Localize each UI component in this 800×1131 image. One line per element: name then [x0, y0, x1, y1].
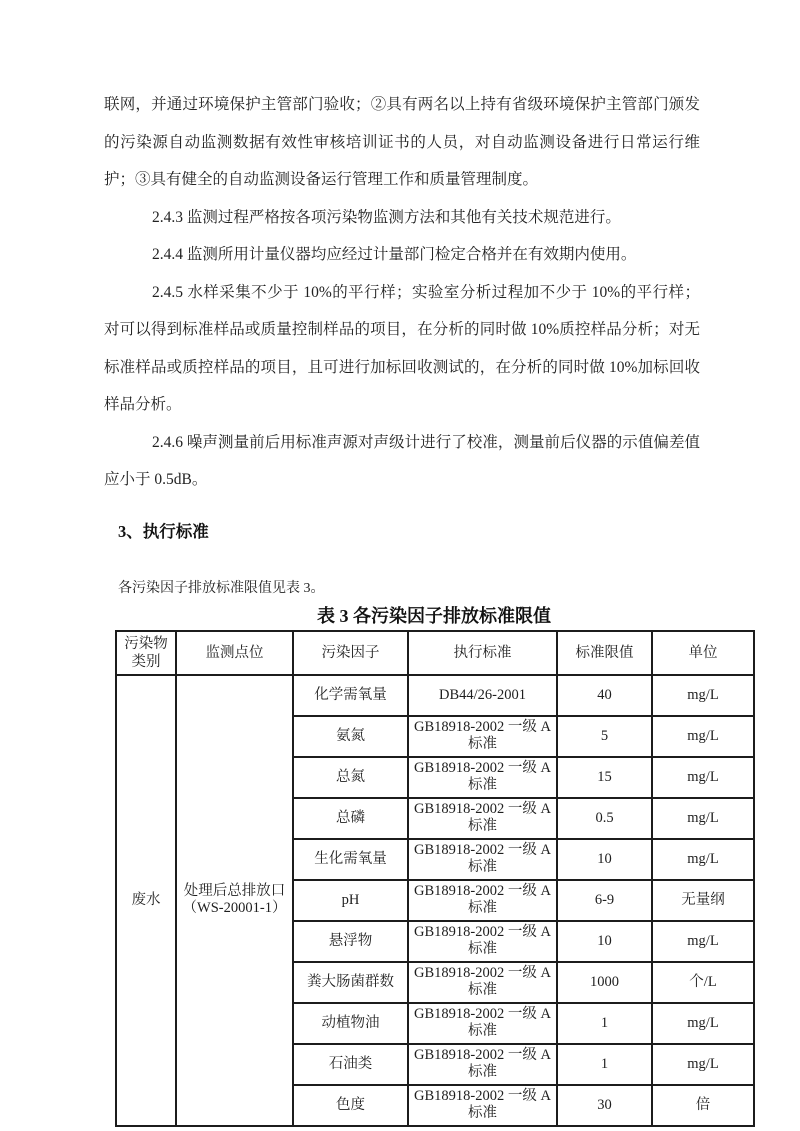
standard-line2: 标准 — [468, 982, 497, 998]
standards-table — [115, 630, 755, 1127]
standard-cell — [408, 1044, 557, 1085]
standard-line1: GB18918-2002 一级 A — [414, 1047, 551, 1063]
factor-cell: 总氮 — [293, 757, 408, 798]
table-title: 表 3 各污染因子排放标准限值 — [317, 605, 551, 626]
standard-cell — [408, 921, 557, 962]
standard-line2: 标准 — [468, 941, 497, 957]
standard-cell — [408, 1003, 557, 1044]
unit-cell: 倍 — [652, 1085, 754, 1126]
unit-cell: mg/L — [652, 1003, 754, 1044]
limit-cell: 15 — [557, 757, 652, 798]
header-unit: 单位 — [652, 631, 754, 675]
standard-cell — [408, 757, 557, 798]
factor-cell: 色度 — [293, 1085, 408, 1126]
monitoring-point-line2: （WS-20001-1） — [182, 900, 287, 916]
paragraph-2-4-5: 2.4.5 水样采集不少于 10%的平行样；实验室分析过程加不少于 10%的平行样；对可以得到标准样品或质量控制样品的项目，在分析的同时做 10%质控样品分析；对无标准样品或质控样品的项目，且可进行加标回收测试的，在分析的同时做 10%加标回收样品分析。 — [104, 283, 700, 413]
limit-cell: 5 — [557, 716, 652, 757]
header-executive-standard: 执行标准 — [408, 631, 557, 675]
standard-line2: 标准 — [468, 736, 497, 752]
standard-line1: GB18918-2002 一级 A — [414, 719, 551, 735]
limit-cell: 40 — [557, 675, 652, 716]
table-row — [116, 675, 754, 716]
standard-line2: 标准 — [468, 1023, 497, 1039]
header-monitoring-point: 监测点位 — [176, 631, 293, 675]
unit-cell: mg/L — [652, 798, 754, 839]
limit-cell: 1 — [557, 1003, 652, 1044]
unit-cell: mg/L — [652, 921, 754, 962]
factor-cell: 氨氮 — [293, 716, 408, 757]
standard-cell — [408, 1085, 557, 1126]
unit-cell: mg/L — [652, 716, 754, 757]
header-pollutant-factor: 污染因子 — [293, 631, 408, 675]
unit-cell: 个/L — [652, 962, 754, 1003]
standard-line2: 标准 — [468, 1064, 497, 1080]
unit-cell: mg/L — [652, 1044, 754, 1085]
header-pollutant-category-line2: 类别 — [131, 653, 161, 670]
standard-line1: GB18918-2002 一级 A — [414, 1088, 551, 1104]
header-pollutant-category — [116, 631, 176, 675]
factor-cell: 石油类 — [293, 1044, 408, 1085]
standard-line1: GB18918-2002 一级 A — [414, 801, 551, 817]
factor-cell: pH — [293, 880, 408, 921]
paragraph-2-4-3: 2.4.3 监测过程严格按各项污染物监测方法和其他有关技术规范进行。 — [152, 208, 621, 226]
header-pollutant-category-line1: 污染物 — [124, 635, 168, 652]
standard-line2: 标准 — [468, 900, 497, 916]
header-standard-limit: 标准限值 — [557, 631, 652, 675]
standard-line2: 标准 — [468, 818, 497, 834]
unit-cell: mg/L — [652, 675, 754, 716]
table-intro: 各污染因子排放标准限值见表 3。 — [118, 580, 325, 596]
standard-line2: 标准 — [468, 1105, 497, 1121]
standard-line2: 标准 — [468, 859, 497, 875]
standard-line2: 标准 — [468, 777, 497, 793]
section-heading: 3、执行标准 — [118, 521, 209, 541]
factor-cell: 动植物油 — [293, 1003, 408, 1044]
factor-cell: 粪大肠菌群数 — [293, 962, 408, 1003]
table-header-row — [116, 631, 754, 675]
standard-cell — [408, 675, 557, 716]
factor-cell: 悬浮物 — [293, 921, 408, 962]
category-cell: 废水 — [116, 675, 176, 1126]
standard-line1: DB44/26-2001 — [439, 686, 526, 703]
standard-line1: GB18918-2002 一级 A — [414, 1006, 551, 1022]
monitoring-point-cell — [176, 675, 293, 1126]
standard-cell — [408, 716, 557, 757]
factor-cell: 化学需氧量 — [293, 675, 408, 716]
standard-cell — [408, 880, 557, 921]
standard-line1: GB18918-2002 一级 A — [414, 760, 551, 776]
paragraph-2-4-4: 2.4.4 监测所用计量仪器均应经过计量部门检定合格并在有效期内使用。 — [152, 246, 637, 263]
unit-cell: mg/L — [652, 839, 754, 880]
unit-cell: 无量纲 — [652, 880, 754, 921]
paragraph-2-4-6: 2.4.6 噪声测量前后用标准声源对声级计进行了校准，测量前后仪器的示值偏差值应小于 0.5dB。 — [104, 433, 700, 488]
standard-line1: GB18918-2002 一级 A — [414, 883, 551, 899]
limit-cell: 1000 — [557, 962, 652, 1003]
standard-line1: GB18918-2002 一级 A — [414, 842, 551, 858]
standard-cell — [408, 839, 557, 880]
factor-cell: 生化需氧量 — [293, 839, 408, 880]
limit-cell: 0.5 — [557, 798, 652, 839]
factor-cell: 总磷 — [293, 798, 408, 839]
unit-cell: mg/L — [652, 757, 754, 798]
limit-cell: 1 — [557, 1044, 652, 1085]
standard-line1: GB18918-2002 一级 A — [414, 924, 551, 940]
standard-cell — [408, 962, 557, 1003]
limit-cell: 10 — [557, 839, 652, 880]
paragraph-continuation: 联网，并通过环境保护主管部门验收；②具有两名以上持有省级环境保护主管部门颁发的污染源自动监测数据有效性审核培训证书的人员，对自动监测设备进行日常运行维护；③具有健全的自动监测设备运行管理工作和质量管理制度。 — [104, 96, 700, 188]
limit-cell: 10 — [557, 921, 652, 962]
limit-cell: 30 — [557, 1085, 652, 1126]
standard-cell — [408, 798, 557, 839]
limit-cell: 6-9 — [557, 880, 652, 921]
monitoring-point-line1: 处理后总排放口 — [183, 883, 286, 899]
standard-line1: GB18918-2002 一级 A — [414, 965, 551, 981]
